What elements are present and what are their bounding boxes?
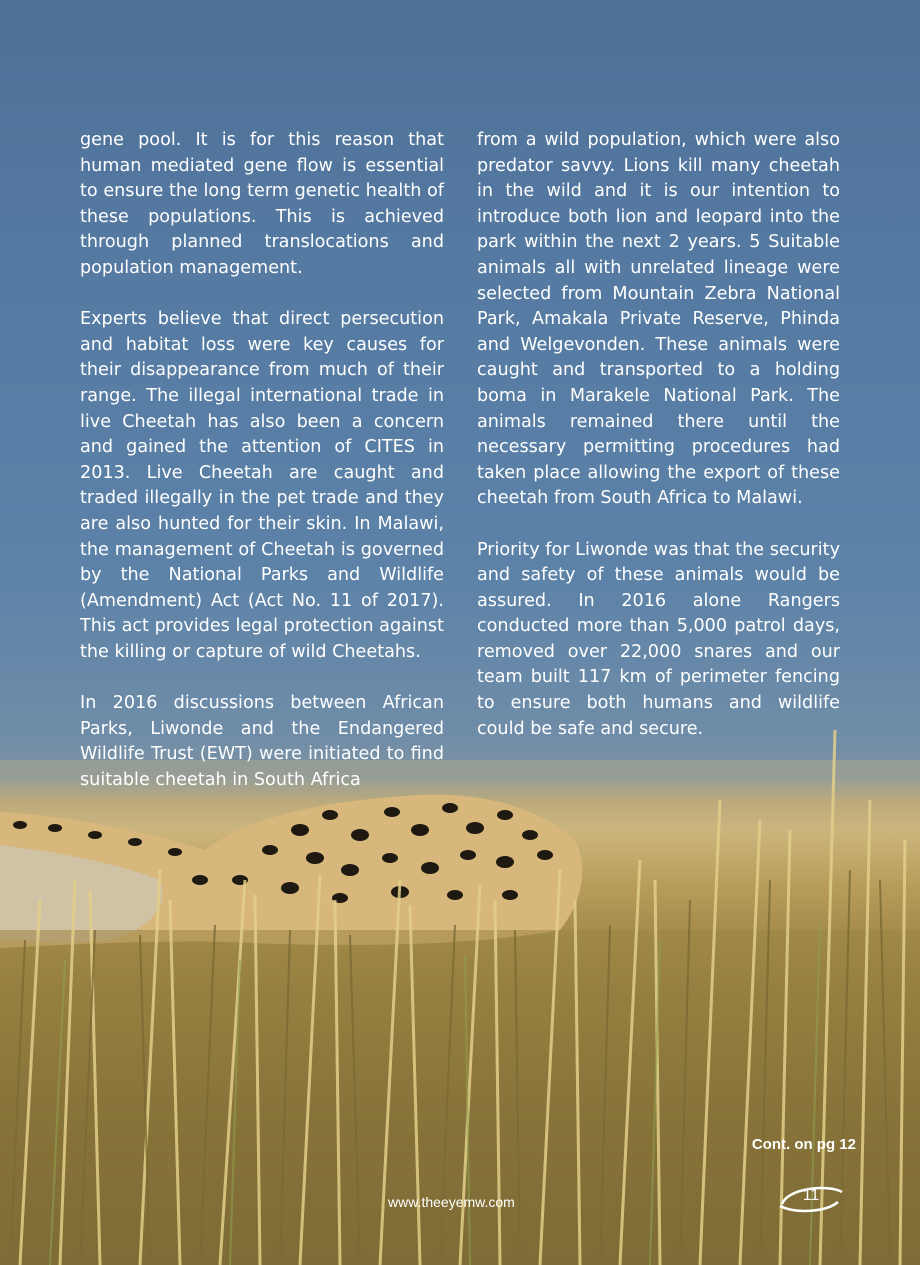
continuation-note: Cont. on pg 12 [751, 1136, 856, 1153]
paragraph: gene pool. It is for this reason that human mediated gene flow is essential to ensure the long term genetic health of these populations. This is achieved through planned translocations and population management. [80, 130, 444, 278]
paragraph: Experts believe that direct persecution and habitat loss were key causes for their disappearance from much of their range. The illegal international trade in live Cheetah has also been a concern and gained the attention of CITES in 2013. Live Cheetah are caught and traded illegally in the pet trade and they are also hunted for their skin. In Malawi, the management of Cheetah is governed by the National Parks and Wildlife (Amendment) Act (Act No. 11 of 2017). This act provides legal protection against the killing or capture of wild Cheetahs. [80, 309, 444, 662]
left-column [80, 128, 444, 819]
paragraph: Priority for Liwonde was that the security and safety of these animals would be assured. In 2016 alone Rangers conducted more than 5,000 patrol days, removed over 22,000 snares and our team built 117 km of perimeter fencing to ensure both humans and wildlife could be safe and secure. [477, 539, 840, 739]
paragraph: In 2016 discussions between African Parks, Liwonde and the Endangered Wildlife Trust (EWT) were initiated to find suitable cheetah in South Africa [80, 693, 444, 790]
paragraph: from a wild population, which were also predator savvy. Lions kill many cheetah in the wild and it is our intention to introduce both lion and leopard into the park within the next 2 years. 5 Suitable animals all with unrelated lineage were selected from Mountain Zebra National Park, Amakala Private Reserve, Phinda and Welgevonden. These animals were caught and transported to a holding boma in Marakele National Park. The animals remained there until the necessary permitting procedures had taken place allowing the export of these cheetah from South Africa to Malawi. [477, 130, 840, 509]
footer-url[interactable]: www.theeyemw.com [388, 1194, 515, 1210]
page-number: 11 [802, 1187, 820, 1204]
page-number-badge [776, 1182, 846, 1216]
right-column [477, 128, 840, 768]
